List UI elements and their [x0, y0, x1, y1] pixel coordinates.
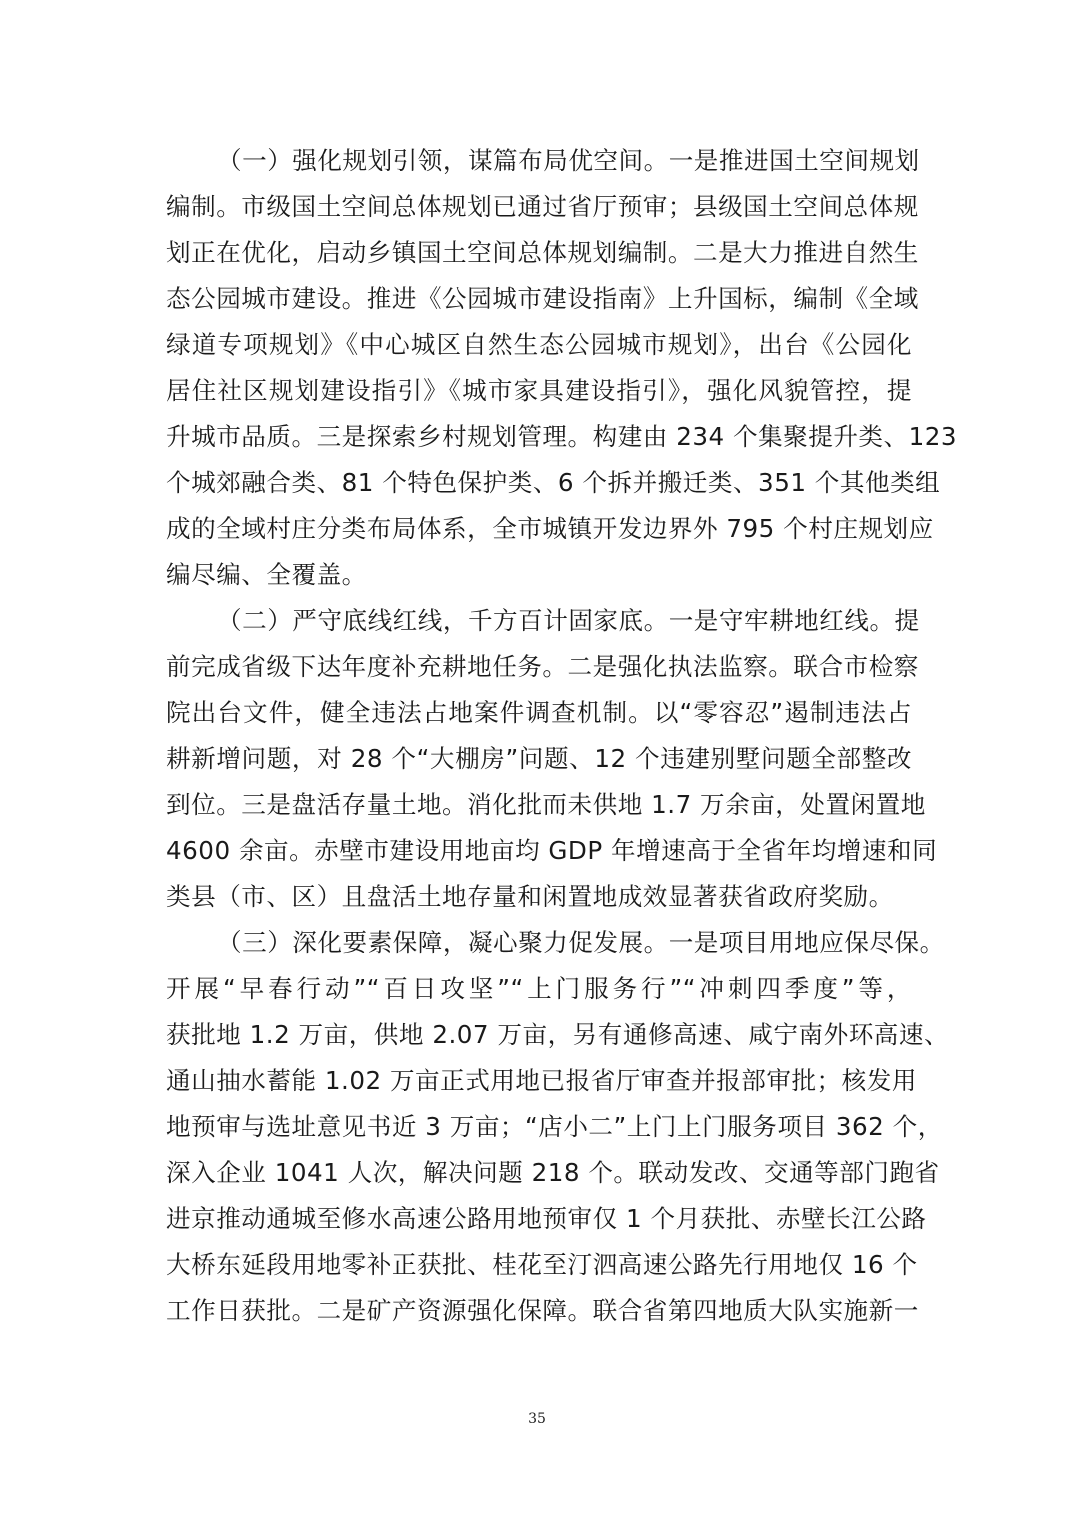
text-line: 编尽编、全覆盖。 [166, 560, 367, 589]
text-line: 地预审与选址意见书近 3 万亩；“店小二”上门上门服务项目 362 个， [166, 1112, 943, 1141]
text-line: 进京推动通城至修水高速公路用地预审仅 1 个月获批、赤壁长江公路 [166, 1204, 927, 1233]
text-line: 编制。市级国土空间总体规划已通过省厅预审；县级国土空间总体规 [166, 192, 919, 221]
text-line: （一）强化规划引领，谋篇布局优空间。一是推进国土空间规划 [217, 146, 920, 175]
text-line: 4600 余亩。赤壁市建设用地亩均 GDP 年增速高于全省年均增速和同 [166, 836, 938, 865]
text-line: （三）深化要素保障，凝心聚力促发展。一是项目用地应保尽保。 [217, 928, 945, 957]
text-line: 前完成省级下达年度补充耕地任务。二是强化执法监察。联合市检察 [166, 652, 919, 681]
page-number: 35 [528, 1411, 546, 1427]
text-line: 院出台文件，健全违法占地案件调查机制。以“零容忍”遏制违法占 [166, 698, 912, 727]
text-line: 获批地 1.2 万亩，供地 2.07 万亩，另有通修高速、咸宁南外环高速、 [166, 1020, 950, 1049]
text-line: 类县（市、区）且盘活土地存量和闲置地成效显著获省政府奖励。 [166, 882, 894, 911]
paragraph-planning [166, 138, 958, 598]
text-line: 到位。三是盘活存量土地。消化批而未供地 1.7 万余亩，处置闲置地 [166, 790, 926, 819]
body-text [166, 138, 958, 1334]
text-line: 耕新增问题，对 28 个“大棚房”问题、12 个违建别墅问题全部整改 [166, 744, 912, 773]
paragraph-guarantee [166, 920, 950, 1334]
text-line: 深入企业 1041 人次，解决问题 218 个。联动发改、交通等部门跑省 [166, 1158, 940, 1187]
text-line: 工作日获批。二是矿产资源强化保障。联合省第四地质大队实施新一 [166, 1296, 919, 1325]
text-line: 个城郊融合类、81 个特色保护类、6 个拆并搬迁类、351 个其他类组 [166, 468, 941, 497]
text-line: （二）严守底线红线，千方百计固家底。一是守牢耕地红线。提 [217, 606, 920, 635]
text-line: 通山抽水蓄能 1.02 万亩正式用地已报省厅审查并报部审批；核发用 [166, 1066, 917, 1095]
text-line: 升城市品质。三是探索乡村规划管理。构建由 234 个集聚提升类、123 [166, 422, 958, 451]
text-line: 划正在优化，启动乡镇国土空间总体规划编制。二是大力推进自然生 [166, 238, 919, 267]
text-line: 开展“早春行动”“百日攻坚”“上门服务行”“冲刺四季度”等， [166, 974, 912, 1003]
paragraph-redline [166, 598, 938, 920]
text-line: 成的全域村庄分类布局体系，全市城镇开发边界外 795 个村庄规划应 [166, 514, 934, 543]
text-line: 态公园城市建设。推进《公园城市建设指南》上升国标，编制《全域 [166, 284, 919, 313]
text-line: 大桥东延段用地零补正获批、桂花至汀泗高速公路先行用地仅 16 个 [166, 1250, 918, 1279]
text-line: 居住社区规划建设指引》《城市家具建设指引》，强化风貌管控，提 [166, 376, 912, 405]
text-line: 绿道专项规划》《中心城区自然生态公园城市规划》，出台《公园化 [166, 330, 912, 359]
